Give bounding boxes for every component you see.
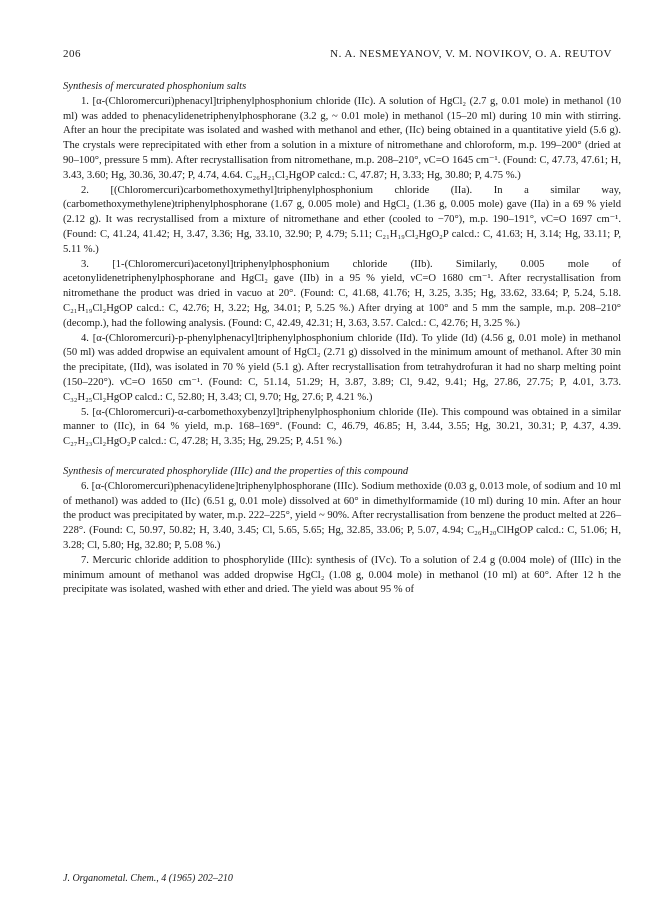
procedure-4: 4. [α-(Chloromercuri)-p-phenylphenacyl]triphenylphosphonium chloride (IId). To ylide (Id) (4.56 g, 0.01 mole) in methanol (50 ml) was added dropwise an equivalent amount of HgCl₂ (2.71 g) dissolved in the minimum amount of methanol. After 30 min the precipitate, (IId), was isolated in 70 % yield (5.1 g). After recrystallisation from tetrahydrofuran it had no sharp melting point (150–220°). νC=O 1650 cm⁻¹. (Found: C, 51.14, 51.29; H, 3.87, 3.89; Cl, 9.42, 9.41; Hg, 27.86, 27.75; P, 4.01, 3.73. C₃₂H₂₅Cl₂HgOP calcd.: C, 52.80; H, 3.43; Cl, 9.70; Hg, 27.6; P, 4.21 %.) <box>63 332 621 403</box>
section-heading-mercurated-salts: Synthesis of mercurated phosphonium salts <box>63 81 247 92</box>
article-body <box>63 80 621 598</box>
procedure-2: 2. [(Chloromercuri)carbomethoxymethyl]triphenylphosphonium chloride (IIa). In a similar way, (carbomethoxymethylene)triphenylphosphorane (1.67 g, 0.005 mole) and HgCl₂ (1.36 g, 0.005 mole) gave (IIa) in a 69 % yield (2.12 g). It was recrystallised from a mixture of nitromethane and ether (cooled to −70°), m.p. 190–191°, νC=O 1697 cm⁻¹. (Found: C, 41.24, 41.42; H, 3.47, 3.36; Hg, 33.10, 32.90; P, 4.79; 5.11; C₂₁H₁₉Cl₂HgO₂P calcd.: C, 41.63; H, 3.14; Hg, 33.11; P, 5.11 %.) <box>63 184 621 255</box>
procedure-7: 7. Mercuric chloride addition to phosphorylide (IIIc): synthesis of (IVc). To a solution of 2.4 g (0.004 mole) of (IIIc) in the minimum amount of methanol was added dropwise HgCl₂ (1.08 g, 0.004 mole) in methanol (10 ml) at 60°. After 12 h the precipitate was isolated, washed with ether and dried. The yield was about 95 % of <box>63 554 621 596</box>
procedure-1: 1. [α-(Chloromercuri)phenacyl]triphenylphosphonium chloride (IIc). A solution of HgCl₂ (2.7 g, 0.01 mole) in methanol (10 ml) was added to phenacylidenetriphenylphosphorane (3.2 g, ~ 0.01 mole) in methanol (15–20 ml) during 10 min with stirring. After an hour the precipitate was isolated and washed with methanol and ether, (IIc) being obtained in a quantitative yield (5.6 g). The crystals were reprecipitated with ether from a solution in a mixture of nitromethane and chloroform, m.p. 199–200° (dried at 90–100°, pressure 5 mm). After recrystallisation from nitromethane, m.p. 208–210°, νC=O 1645 cm⁻¹. (Found: C, 47.73, 47.61; H, 3.43, 3.60; Hg, 30.36, 30.47; P, 4.74, 4.64. C₂₆H₂₁Cl₂HgOP calcd.: C, 47.87; H, 3.33; Hg, 30.80; P, 4.75 %.) <box>63 95 621 181</box>
running-head-authors: N. A. NESMEYANOV, V. M. NOVIKOV, O. A. REUTOV <box>330 48 612 60</box>
journal-citation: J. Organometal. Chem., 4 (1965) 202–210 <box>63 873 233 884</box>
procedure-5: 5. [α-(Chloromercuri)-α-carbomethoxybenzyl]triphenylphosphonium chloride (IIe). This compound was obtained in a similar manner to (IIc), in 64 % yield, m.p. 168–169°. (Found: C, 46.79, 46.85; H, 3.44, 3.55; Hg, 30.21, 30.31; P, 4.37, 4.39. C₂₇H₂₃Cl₂HgO₂P calcd.: C, 47.28; H, 3.35; Hg, 29.25; P, 4.51 %.) <box>63 406 621 448</box>
section-heading-phosphorylide: Synthesis of mercurated phosphorylide (IIIc) and the properties of this compound <box>63 465 409 477</box>
procedure-3: 3. [1-(Chloromercuri)acetonyl]triphenylphosphonium chloride (IIb). Similarly, 0.005 mole of acetonylidenetriphenylphosphorane and HgCl₂ gave (IIb) in a 95 % yield, νC=O 1680 cm⁻¹. After recrystallisation from nitromethane the product was dried in vacuo at 20°. (Found: C, 41.68, 41.76; H, 3.25, 3.35; Hg, 33.62, 33.64; P, 5.24, 5.18. C₂₁H₁₉Cl₂HgOP calcd.: C, 42.76; H, 3.22; Hg, 34.01; P, 5.25 %.) After drying at 100° and 5 mm the sample, m.p. 208–210° (decomp.), had the following analysis. (Found: C, 42.49, 42.31; H, 3.63, 3.57. Calcd.: C, 42.76; H, 3.25 %.) <box>63 258 621 329</box>
procedure-6: 6. [α-(Chloromercuri)phenacylidene]triphenylphosphorane (IIIc). Sodium methoxide (0.03 g, 0.013 mole, of sodium and 10 ml of methanol) was added to (IIc) (6.51 g, 0.01 mole) dissolved at 60° in dimethylformamide (10 ml) during 10 min. After an hour the product was precipitated by water, m.p. 222–225°, yield ~ 90%. After recrystallisation from benzene the product melted at 226–228°. (Found: C, 50.97, 50.82; H, 3.40, 3.45; Cl, 5.65, 5.65; Hg, 32.85, 33.06; P, 5.07, 4.94; C₂₆H₂₀ClHgOP calcd.: C, 51.06; H, 3.28; Cl, 5.80; Hg, 32.80; P, 5.08 %.) <box>63 480 621 551</box>
page-number: 206 <box>63 48 81 60</box>
